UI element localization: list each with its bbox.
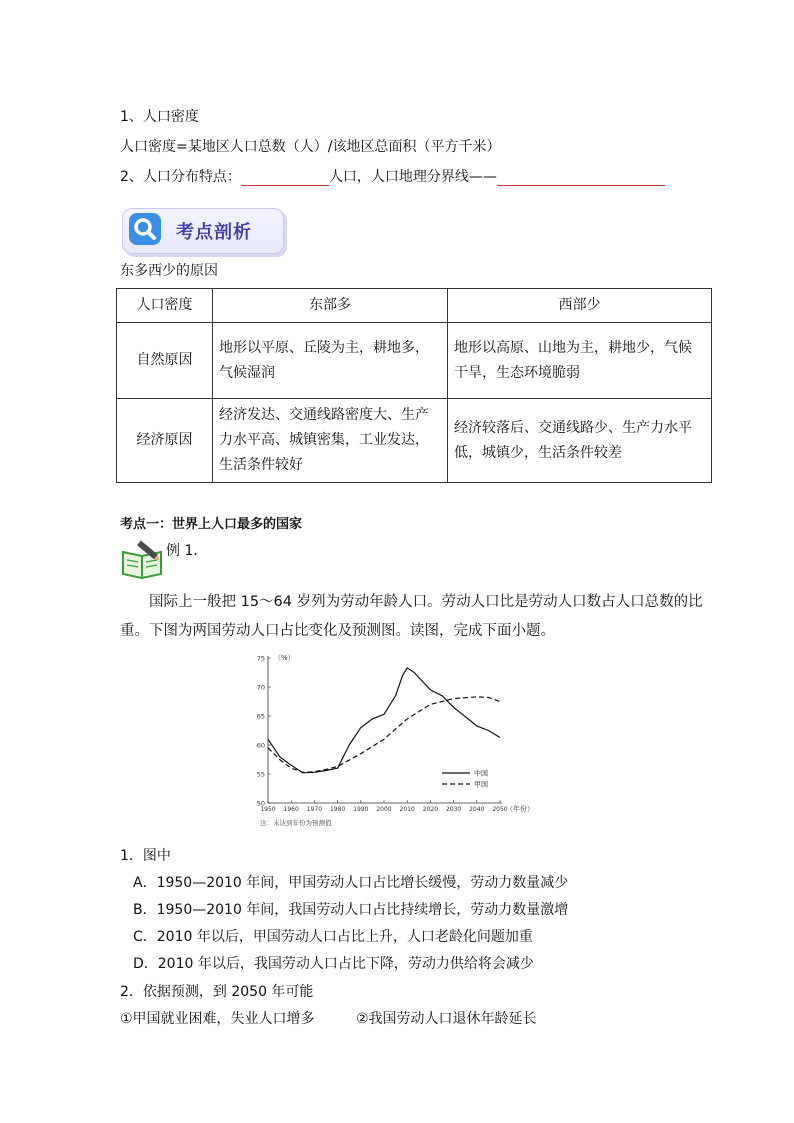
- chart-note: 注：未达到年份为预测值: [260, 819, 332, 827]
- q2-statement-1: ①甲国就业困难，失业人口增多: [120, 1011, 315, 1027]
- table-cell: 经济发达、交通线路密度大、生产力水平高、城镇密集，工业发达，生活条件较好: [213, 399, 448, 483]
- y-tick-label: 55: [256, 770, 265, 779]
- section-badge: [120, 206, 290, 256]
- x-tick-label: 2040: [469, 806, 485, 813]
- fill-blank-1[interactable]: [241, 171, 329, 186]
- badge-label: 考点剖析: [176, 222, 252, 243]
- magnifier-icon: [128, 212, 162, 246]
- chart-ticks: [257, 655, 508, 814]
- chart-series: [268, 668, 500, 773]
- option-b[interactable]: B．1950—2010 年间，我国劳动人口占比持续增长，劳动力数量激增: [133, 902, 569, 918]
- x-tick-label: 2050: [492, 806, 508, 813]
- stem-line-2: 重。下图为两国劳动人口占比变化及预测图。读图，完成下面小题。: [120, 623, 555, 639]
- fill-blank-2[interactable]: [497, 171, 665, 186]
- option-c[interactable]: C．2010 年以后，甲国劳动人口占比上升，人口老龄化问题加重: [133, 929, 533, 945]
- y-tick-label: 65: [256, 712, 265, 721]
- item-population-density: 1、人口密度: [120, 109, 199, 125]
- chart-legend: [442, 769, 488, 789]
- y-tick-label: 50: [256, 799, 265, 808]
- question-2: 2．依据预测，到 2050 年可能: [120, 984, 314, 1000]
- item-distribution-mid: 人口，人口地理分界线——: [328, 169, 497, 185]
- series-line-1: [268, 697, 500, 772]
- section-title: 考点一：世界上人口最多的国家: [120, 517, 303, 532]
- density-formula: 人口密度=某地区人口总数（人）/该地区总面积（平方千米）: [120, 139, 501, 155]
- question-1: 1．图中: [120, 848, 171, 864]
- comparison-table: [116, 288, 712, 483]
- y-tick-label: 60: [256, 741, 265, 750]
- table-row: [117, 399, 712, 483]
- series-line-0: [268, 668, 500, 773]
- stem-line-1: 国际上一般把 15～64 岁列为劳动年龄人口。劳动人口比是劳动人口数占人口总数的比: [149, 594, 703, 610]
- table-cell: 经济原因: [117, 399, 213, 483]
- x-tick-label: 1980: [329, 806, 346, 813]
- table-cell: 经济较落后、交通线路少、生产力水平低，城镇少，生活条件较差: [448, 399, 712, 483]
- item-distribution-prefix: 2、人口分布特点：: [120, 169, 241, 185]
- table-cell: 地形以平原、丘陵为主，耕地多，气候湿润: [213, 323, 448, 399]
- example-label: 例 1．: [166, 543, 208, 559]
- table-row: [117, 323, 712, 399]
- y-tick-label: 75: [256, 654, 265, 663]
- chart-axes: [268, 656, 502, 803]
- table-header-row: [117, 289, 712, 323]
- labor-ratio-chart: [250, 648, 550, 833]
- x-tick-label: 2030: [445, 806, 462, 813]
- table-cell: 自然原因: [117, 323, 213, 399]
- x-tick-label: 2000: [376, 806, 392, 813]
- option-a[interactable]: A．1950—2010 年间，甲国劳动人口占比增长缓慢，劳动力数量减少: [133, 875, 569, 891]
- x-axis-label: （年份）: [506, 805, 534, 813]
- table-cell: 地形以高原、山地为主，耕地少，气候干旱，生态环境脆弱: [448, 323, 712, 399]
- table-header-cell: 人口密度: [117, 289, 213, 323]
- x-tick-label: 2020: [422, 806, 439, 813]
- q2-statement-2: ②我国劳动人口退休年龄延长: [356, 1011, 537, 1027]
- x-tick-label: 1990: [353, 806, 369, 813]
- legend-label: 甲国: [474, 780, 488, 789]
- x-tick-label: 1970: [306, 806, 323, 813]
- item-distribution: [120, 166, 665, 186]
- y-axis-label: （%）: [274, 654, 295, 662]
- y-tick-label: 70: [256, 683, 265, 692]
- book-pencil-icon: [120, 540, 166, 580]
- legend-label: 中国: [474, 769, 488, 778]
- x-tick-label: 1960: [283, 806, 299, 813]
- x-tick-label: 1950: [260, 806, 276, 813]
- table-caption: 东多西少的原因: [120, 263, 218, 279]
- option-d[interactable]: D．2010 年以后，我国劳动人口占比下降，劳动力供给将会减少: [133, 956, 534, 972]
- table-header-cell: 东部多: [213, 289, 448, 323]
- x-tick-label: 2010: [399, 806, 415, 813]
- table-header-cell: 西部少: [448, 289, 712, 323]
